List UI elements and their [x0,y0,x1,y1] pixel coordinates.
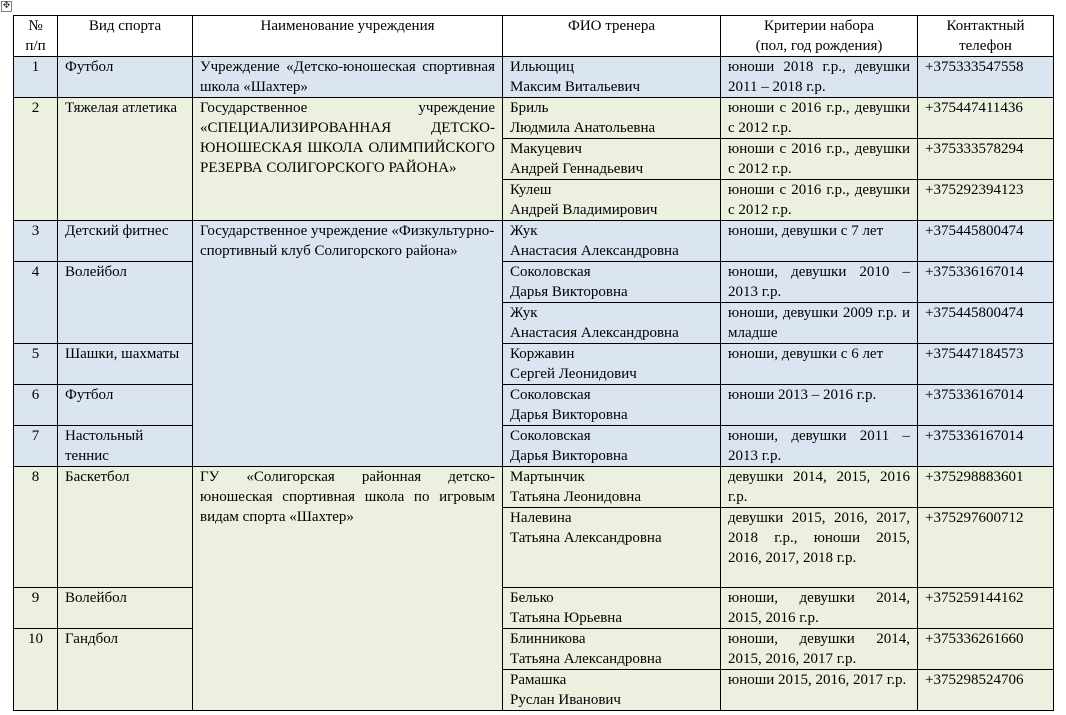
criteria: юноши с 2016 г.р., девушки с 2012 г.р. [721,180,918,221]
coach-name [503,467,721,508]
phone: +375298524706 [918,670,1054,711]
coach-surname: Белько [510,590,554,606]
coach-given-names: Татьяна Александровна [510,530,662,546]
phone: +375447184573 [918,344,1054,385]
phone: +375336167014 [918,385,1054,426]
coach-given-names: Андрей Владимирович [510,202,658,218]
coach-name [503,670,721,711]
coach-name [503,588,721,629]
coach-name [503,385,721,426]
coach-surname: Рамашка [510,672,567,688]
sport-name: Шашки, шахматы [58,344,193,385]
sport-name: Настольный теннис [58,426,193,467]
criteria: юноши, девушки с 6 лет [721,344,918,385]
table-row [14,426,1054,467]
coach-given-names: Сергей Леонидович [510,366,637,382]
coach-given-names: Максим Витальевич [510,79,641,95]
coach-name [503,57,721,98]
table-row [14,344,1054,385]
sport-name: Волейбол [58,262,193,344]
coach-given-names: Дарья Викторовна [510,284,628,300]
phone: +375298883601 [918,467,1054,508]
criteria: юноши 2013 – 2016 г.р. [721,385,918,426]
sport-name: Детский фитнес [58,221,193,262]
coach-name [503,180,721,221]
institution-name: Учреждение «Детско-юношеская спортивная школа «Шахтер» [193,57,503,98]
table-header-row [14,16,1054,57]
criteria: девушки 2015, 2016, 2017, 2018 г.р., юноши 2015, 2016, 2017, 2018 г.р. [721,508,918,588]
coach-given-names: Татьяна Юрьевна [510,610,622,626]
phone: +375447411436 [918,98,1054,139]
coach-surname: Кулеш [510,182,552,198]
institution-name: Государственное учреждение «Физкультурно-спортивный клуб Солигорского района» [193,221,503,467]
coach-surname: Налевина [510,510,572,526]
table-row [14,57,1054,98]
table-row [14,221,1054,262]
coach-given-names: Анастасия Александровна [510,243,679,259]
criteria: юноши с 2016 г.р., девушки с 2012 г.р. [721,98,918,139]
header-num: № п/п [14,16,58,57]
header-phone [918,16,1054,57]
coach-given-names: Андрей Геннадьевич [510,161,644,177]
coach-surname: Мартынчик [510,469,585,485]
header-phone-line1: Контактный [946,18,1025,34]
phone: +375445800474 [918,303,1054,344]
coach-surname: Макуцевич [510,141,582,157]
coach-name [503,629,721,670]
sport-name: Волейбол [58,588,193,629]
criteria: юноши, девушки 2011 – 2013 г.р. [721,426,918,467]
criteria: юноши 2015, 2016, 2017 г.р. [721,670,918,711]
criteria: юноши 2018 г.р., девушки 2011 – 2018 г.р. [721,57,918,98]
row-number: 4 [14,262,58,344]
coach-name [503,426,721,467]
coach-surname: Соколовская [510,387,591,403]
coach-surname: Соколовская [510,428,591,444]
coach-surname: Жук [510,223,538,239]
coach-surname: Коржавин [510,346,575,362]
header-criteria-line1: Критерии набора [763,18,875,34]
sport-name: Гандбол [58,629,193,711]
criteria: юноши с 2016 г.р., девушки с 2012 г.р. [721,139,918,180]
row-number: 6 [14,385,58,426]
table-move-handle-icon[interactable]: ✥ [2,1,11,11]
header-coach: ФИО тренера [503,16,721,57]
header-institution: Наименование учреждения [193,16,503,57]
row-number: 10 [14,629,58,711]
header-phone-line2: телефон [959,38,1012,54]
institution-name: Государственное учреждение «СПЕЦИАЛИЗИРОВАННАЯ ДЕТСКО-ЮНОШЕСКАЯ ШКОЛА ОЛИМПИЙСКОГО РЕЗЕРВА СОЛИГОРСКОГО РАЙОНА» [193,98,503,221]
row-number: 7 [14,426,58,467]
row-number: 9 [14,588,58,629]
phone: +375336167014 [918,426,1054,467]
coach-given-names: Дарья Викторовна [510,448,628,464]
coach-name [503,98,721,139]
coach-given-names: Татьяна Александровна [510,651,662,667]
coach-given-names: Анастасия Александровна [510,325,679,341]
coach-name [503,508,721,588]
coach-surname: Жук [510,305,538,321]
phone: +375336261660 [918,629,1054,670]
sport-name: Футбол [58,385,193,426]
criteria: юноши, девушки 2014, 2015, 2016, 2017 г.р. [721,629,918,670]
table-row [14,262,1054,303]
phone: +375292394123 [918,180,1054,221]
coach-surname: Соколовская [510,264,591,280]
sport-name: Баскетбол [58,467,193,588]
row-number: 3 [14,221,58,262]
phone: +375445800474 [918,221,1054,262]
table-row [14,98,1054,139]
sports-sections-table [13,15,1054,711]
coach-surname: Ильющиц [510,59,574,75]
coach-name [503,303,721,344]
table-row [14,629,1054,670]
header-criteria-line2: (пол, год рождения) [755,38,883,54]
criteria: юноши, девушки 2010 – 2013 г.р. [721,262,918,303]
coach-name [503,139,721,180]
table-row [14,385,1054,426]
table-row [14,588,1054,629]
coach-name [503,344,721,385]
coach-given-names: Людмила Анатольевна [510,120,656,136]
row-number: 1 [14,57,58,98]
coach-surname: Бриль [510,100,549,116]
row-number: 2 [14,98,58,221]
institution-name: ГУ «Солигорская районная детско-юношеская спортивная школа по игровым видам спорта «Шахтер» [193,467,503,711]
phone: +375336167014 [918,262,1054,303]
phone: +375333578294 [918,139,1054,180]
coach-given-names: Руслан Иванович [510,692,621,708]
coach-name [503,262,721,303]
coach-surname: Блинникова [510,631,586,647]
coach-given-names: Татьяна Леонидовна [510,489,641,505]
header-sport: Вид спорта [58,16,193,57]
coach-given-names: Дарья Викторовна [510,407,628,423]
criteria: юноши, девушки 2014, 2015, 2016 г.р. [721,588,918,629]
phone: +375333547558 [918,57,1054,98]
phone: +375297600712 [918,508,1054,588]
phone: +375259144162 [918,588,1054,629]
sport-name: Тяжелая атлетика [58,98,193,221]
row-number: 5 [14,344,58,385]
criteria: девушки 2014, 2015, 2016 г.р. [721,467,918,508]
header-criteria [721,16,918,57]
table-row [14,467,1054,508]
coach-name [503,221,721,262]
sport-name: Футбол [58,57,193,98]
criteria: юноши, девушки 2009 г.р. и младше [721,303,918,344]
row-number: 8 [14,467,58,588]
criteria: юноши, девушки с 7 лет [721,221,918,262]
